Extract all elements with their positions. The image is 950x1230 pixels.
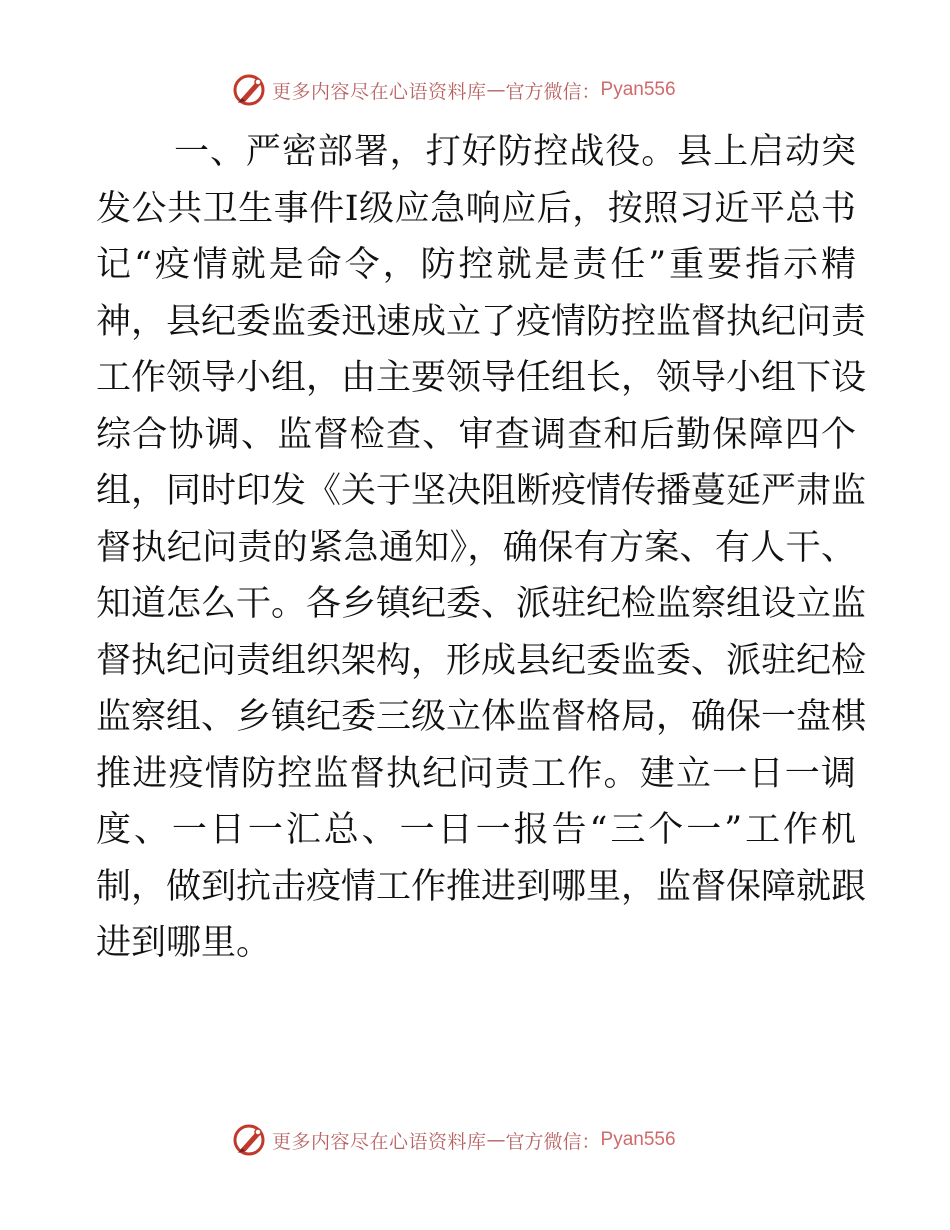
paragraph-line: 知道怎么干。各乡镇纪委、派驻纪检监察组设立监 [96, 584, 867, 624]
header-banner [232, 70, 752, 110]
paragraph-line: 工作领导小组，由主要领导任组长，领导小组下设 [96, 358, 867, 398]
banner-wechat-label: 官方微信： [505, 1130, 601, 1153]
banner-wechat-id: Pyan556 [600, 1129, 676, 1150]
banner-separator: — [486, 79, 506, 101]
document-body [96, 124, 867, 972]
pen-circle-logo-icon [232, 1123, 266, 1157]
banner-separator: — [486, 1129, 506, 1151]
banner-wechat-label: 官方微信： [505, 80, 601, 103]
paragraph-line: 进到哪里。 [96, 923, 272, 963]
paragraph-line: 推进疫情防控监督执纪问责工作。建立一日一调 [96, 753, 856, 794]
paragraph-line: 组，同时印发《关于坚决阻断疫情传播蔓延严肃监 [96, 471, 867, 511]
paragraph-line: 一、严密部署，打好防控战役。县上启动突 [174, 132, 856, 172]
banner-main-text: 更多内容尽在心语资料库 [272, 80, 487, 103]
paragraph-line: 督执纪问责组织架构，形成县纪委监委、派驻纪检 [96, 640, 867, 681]
pen-circle-logo-icon [232, 73, 266, 107]
banner-wechat-id: Pyan556 [600, 79, 676, 100]
banner-main-text: 更多内容尽在心语资料库 [272, 1130, 487, 1153]
footer-banner [232, 1120, 752, 1160]
paragraph-line: 神，县纪委监委迅速成立了疫情防控监督执纪问责 [96, 301, 867, 342]
paragraph-line: 记“疫情就是命令，防控就是责任”重要指示精 [96, 245, 856, 285]
paragraph-line: 制，做到抗击疫情工作推进到哪里，监督保障就跟 [96, 866, 867, 907]
paragraph-line: 发公共卫生事件Ⅰ级应急响应后，按照习近平总书 [96, 188, 856, 229]
paragraph-line: 综合协调、监督检查、审查调查和后勤保障四个 [96, 414, 856, 455]
paragraph-line: 督执纪问责的紧急通知》，确保有方案、有人干、 [96, 527, 856, 568]
paragraph-line: 度、一日一汇总、一日一报告“三个一”工作机 [96, 810, 856, 850]
paragraph-line: 监察组、乡镇纪委三级立体监督格局，确保一盘棋 [96, 697, 867, 737]
